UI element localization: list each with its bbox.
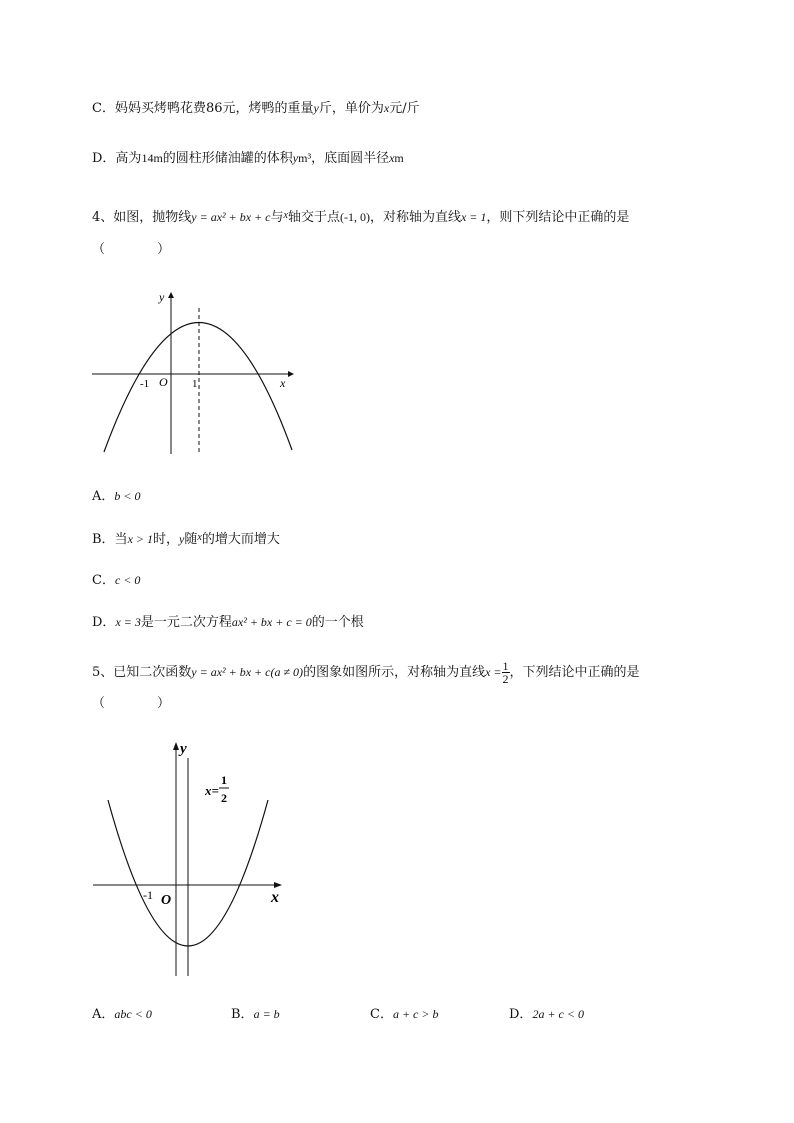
q3-option-c	[92, 98, 420, 119]
q4-option-c	[92, 570, 140, 591]
q4-stem-suffix: ，则下列结论中正确的是	[486, 210, 630, 225]
q4-c-math: c < 0	[114, 573, 141, 587]
q3-c-var-y: y	[313, 101, 319, 115]
q4-origin-label: O	[159, 375, 168, 389]
q3-d-height: 14m	[141, 151, 163, 165]
q3-d-mid1: 的圆柱形储油罐的体积	[162, 151, 293, 166]
q3-c-mid1: 元，烤鸭的重量	[222, 101, 314, 116]
q5-sym-den: 2	[502, 672, 509, 686]
q4-b-suffix: 的增大而增大	[201, 532, 280, 547]
q5-d-label: D．	[509, 1007, 533, 1022]
q5-a-label: A．	[92, 1007, 115, 1022]
q3-c-suffix: 元/斤	[389, 101, 420, 116]
q5-sym-x: x =	[485, 665, 502, 679]
q4-point: (-1, 0)	[339, 210, 370, 224]
q5-sym-num-label: 1	[221, 773, 227, 787]
q4-stem	[92, 206, 629, 228]
q3-d-unit: m³	[298, 151, 312, 165]
q5-y-label: y	[180, 741, 187, 757]
q3-d-mid2: ，底面圆半径	[311, 151, 390, 166]
q4-option-a	[92, 486, 141, 507]
q5-origin-label: O	[161, 893, 172, 908]
q3-d-prefix: D．高为	[92, 151, 142, 166]
q3-c-prefix: C．妈妈买烤鸭花费	[92, 101, 206, 116]
q4-b-mid: 时，	[153, 532, 180, 547]
q5-c-math: a + c > b	[392, 1007, 439, 1021]
q5-option-d	[509, 1004, 584, 1025]
q3-c-amount: 86	[205, 101, 223, 116]
q4-parabola	[104, 322, 292, 452]
q5-neg-one-label: -1	[143, 888, 153, 902]
q4-sym: x = 1	[460, 210, 487, 224]
q5-y-arrow	[173, 742, 179, 750]
q5-c-label: C．	[370, 1007, 393, 1022]
q4-option-d	[92, 612, 364, 633]
q5-option-b	[231, 1004, 280, 1025]
q3-option-d	[92, 148, 404, 169]
q5-b-label: B．	[231, 1007, 254, 1022]
q3-d-vol: y	[292, 151, 299, 165]
q5-stem-mid: 的图象如图所示，对称轴为直线	[303, 665, 486, 680]
q4-stem-mid1: 与	[270, 210, 284, 225]
q4-a-math: b < 0	[114, 489, 141, 503]
q4-x-label: x	[280, 376, 286, 390]
q5-sym-fraction	[502, 660, 510, 685]
q4-b-math2: y	[179, 532, 185, 546]
q3-d-var: x	[389, 151, 395, 165]
q4-b-math1: x > 1	[127, 532, 153, 546]
q4-c-label: C．	[92, 573, 115, 588]
q4-stem-mid2: 轴交于点	[287, 210, 340, 225]
q4-option-b	[92, 528, 280, 550]
q4-axis: x	[283, 210, 288, 221]
q5-eq: y = ax² + bx + c(a ≠ 0)	[191, 665, 304, 679]
q4-stem-prefix: 4、如图，抛物线	[92, 210, 192, 225]
q4-eq: y = ax² + bx + c	[191, 210, 271, 224]
q5-stem	[92, 660, 640, 685]
q5-stem-suffix: ，下列结论中正确的是	[509, 665, 640, 680]
q4-one-label: 1	[192, 378, 198, 390]
q4-d-label: D．	[92, 615, 116, 630]
q5-answer-paren: （ ）	[92, 696, 171, 711]
q4-x-arrow	[288, 371, 294, 377]
q5-sym-num: 1	[502, 659, 509, 673]
q4-neg-one-label: -1	[140, 378, 150, 390]
q4-graph	[88, 284, 308, 459]
q4-b-label: B．当	[92, 532, 128, 547]
q4-d-math2: ax² + bx + c = 0	[231, 615, 312, 629]
q5-option-c	[370, 1004, 438, 1025]
q4-d-mid: 是一元二次方程	[140, 615, 232, 630]
q4-d-suffix: 的一个根	[311, 615, 364, 630]
q5-graph	[88, 736, 318, 980]
q5-x-label: x	[271, 889, 279, 906]
q4-b-math3: x	[197, 532, 202, 543]
q4-y-label: y	[159, 290, 165, 304]
q4-d-math1: x = 3	[115, 615, 141, 629]
q5-d-math: 2a + c < 0	[532, 1007, 584, 1021]
q5-sym-den-label: 2	[221, 791, 227, 805]
q3-d-suffix: m	[394, 151, 404, 165]
q4-b-mid2: 随	[184, 532, 198, 547]
q5-a-math: abc < 0	[114, 1007, 152, 1021]
q5-b-math: a = b	[253, 1007, 280, 1021]
q5-sym-x-label: x=	[205, 783, 219, 798]
q3-c-var-x: x	[383, 101, 390, 115]
q5-x-arrow	[274, 882, 282, 888]
q4-a-label: A．	[92, 489, 115, 504]
q3-c-mid2: 斤，单价为	[318, 101, 384, 116]
q4-y-arrow	[168, 292, 174, 298]
q5-stem-prefix: 5、已知二次函数	[92, 665, 192, 680]
q4-answer-paren: （ ）	[92, 242, 171, 257]
q4-stem-mid3: ，对称轴为直线	[369, 210, 461, 225]
q5-option-a	[92, 1004, 152, 1025]
